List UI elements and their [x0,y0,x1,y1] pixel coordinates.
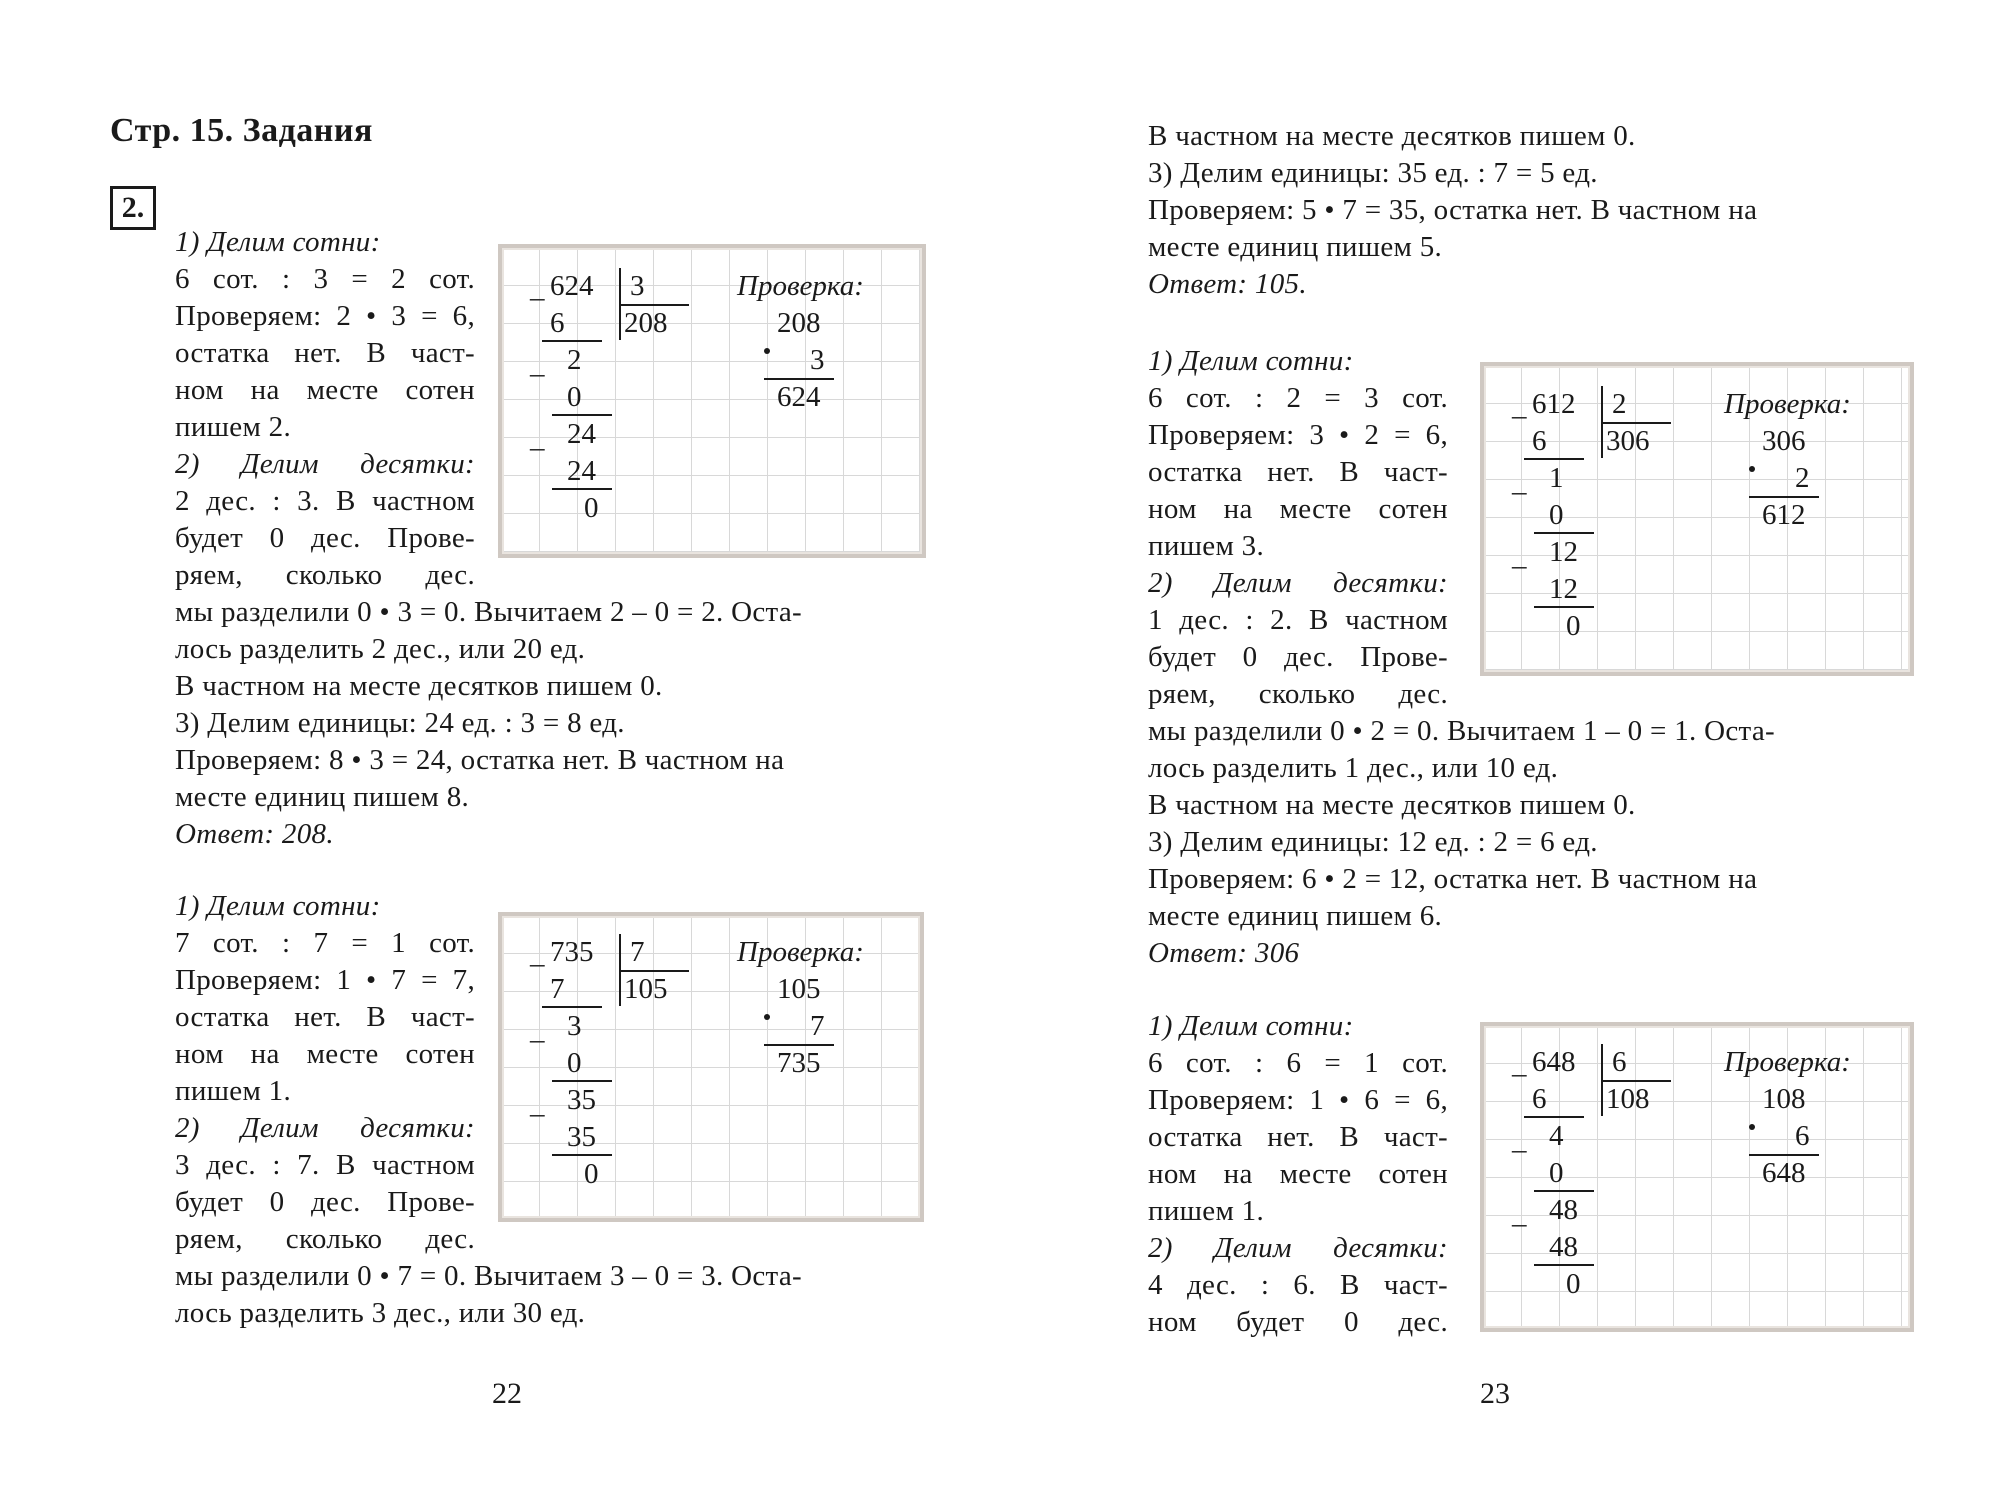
check-result: 735 [777,1047,821,1079]
text-line: 2) Делим десятки: [175,448,475,480]
step: 0 [1566,610,1581,642]
text-line: Проверяем: 1 • 6 = 6, [1148,1084,1448,1116]
quotient: 208 [624,307,668,339]
text-line: пишем 2. [175,411,291,443]
step: 0 [1549,499,1564,531]
text-line: лось разделить 3 дес., или 30 ед. [175,1297,586,1329]
text-line: остатка нет. В част- [175,337,475,369]
text-line: остатка нет. В част- [175,1001,475,1033]
text-line: 6 сот. : 6 = 1 сот. [1148,1047,1448,1079]
check-label: Проверка: [1724,388,1851,420]
step: 0 [567,381,582,413]
step: 3 [567,1010,582,1042]
check-top: 105 [777,973,821,1005]
text-line: Проверяем: 1 • 7 = 7, [175,964,475,996]
long-division-grid: 735 7 105 _ 7 _ 3 0 _ 35 35 0 Проверка: 105 7 735 [498,912,924,1222]
text-line: 7 сот. : 7 = 1 сот. [175,927,475,959]
step: 6 [1532,1083,1547,1115]
text-line: 2) Делим десятки: [1148,1232,1448,1264]
text-line: ном на месте сотен [175,374,475,406]
text-line: Проверяем: 8 • 3 = 24, остатка нет. В частном на [175,744,785,776]
check-multiplier: 6 [1795,1120,1810,1152]
step: 24 [567,455,596,487]
step: 48 [1549,1231,1578,1263]
check-label: Проверка: [1724,1046,1851,1078]
step: 48 [1549,1194,1578,1226]
dividend: 612 [1532,388,1576,420]
text-line: 4 дес. : 6. В част- [1148,1269,1448,1301]
step: 35 [567,1084,596,1116]
text-line: 1) Делим сотни: [1148,1010,1354,1042]
text-line: 1) Делим сотни: [175,226,381,258]
page-number: 22 [492,1377,522,1410]
divisor: 2 [1612,388,1627,420]
text-line: Ответ: 306 [1148,937,1300,969]
text-line: 3) Делим единицы: 12 ед. : 2 = 6 ед. [1148,826,1598,858]
text-line: 2) Делим десятки: [175,1112,475,1144]
dividend: 735 [550,936,594,968]
check-multiplier: 7 [810,1010,825,1042]
text-line: будет 0 дес. Прове- [1148,641,1448,673]
check-label: Проверка: [737,270,864,302]
text-line: 1 дес. : 2. В частном [1148,604,1448,636]
text-line: мы разделили 0 • 2 = 0. Вычитаем 1 – 0 = 1. Оста- [1148,715,1775,747]
text-line: Ответ: 208. [175,818,334,850]
text-line: В частном на месте десятков пишем 0. [1148,789,1636,821]
dividend: 624 [550,270,594,302]
text-line: остатка нет. В част- [1148,456,1448,488]
text-line: 3 дес. : 7. В частном [175,1149,475,1181]
check-top: 306 [1762,425,1806,457]
long-division-grid: 612 2 306 _ 6 _ 1 0 _ 12 12 0 Проверка: 306 2 612 [1480,362,1914,676]
text-line: В частном на месте десятков пишем 0. [175,670,663,702]
divisor: 3 [630,270,645,302]
dividend: 648 [1532,1046,1576,1078]
text-line: 2 дес. : 3. В частном [175,485,475,517]
text-line: будет 0 дес. Прове- [175,1186,475,1218]
page-number: 23 [1480,1377,1510,1410]
step: 0 [584,492,599,524]
step: 2 [567,344,582,376]
divisor: 6 [1612,1046,1627,1078]
text-line: месте единиц пишем 8. [175,781,470,813]
text-line: ном на месте сотен [1148,1158,1448,1190]
step: 35 [567,1121,596,1153]
quotient: 108 [1606,1083,1650,1115]
check-top: 108 [1762,1083,1806,1115]
text-line: ряем, сколько дес. [175,559,475,591]
text-line: 2) Делим десятки: [1148,567,1448,599]
text-line: пишем 3. [1148,530,1264,562]
step: 6 [1532,425,1547,457]
step: 1 [1549,462,1564,494]
long-division-grid: 624 3 208 _ 6 _ 2 0 _ 24 24 0 Проверка: 208 3 624 [498,244,926,558]
text-line: 3) Делим единицы: 35 ед. : 7 = 5 ед. [1148,157,1598,189]
text-line: мы разделили 0 • 3 = 0. Вычитаем 2 – 0 = 2. Оста- [175,596,802,628]
text-line: Проверяем: 3 • 2 = 6, [1148,419,1448,451]
check-result: 648 [1762,1157,1806,1189]
text-line: ном на месте сотен [1148,493,1448,525]
text-line: остатка нет. В част- [1148,1121,1448,1153]
check-multiplier: 3 [810,344,825,376]
task-number: 2. [110,186,156,230]
step: 12 [1549,536,1578,568]
text-line: ряем, сколько дес. [175,1223,475,1255]
text-line: 3) Делим единицы: 24 ед. : 3 = 8 ед. [175,707,625,739]
text-line: пишем 1. [175,1075,291,1107]
text-line: пишем 1. [1148,1195,1264,1227]
check-multiplier: 2 [1795,462,1810,494]
quotient: 105 [624,973,668,1005]
text-line: Проверяем: 2 • 3 = 6, [175,300,475,332]
step: 4 [1549,1120,1564,1152]
text-line: Проверяем: 5 • 7 = 35, остатка нет. В частном на [1148,194,1758,226]
step: 0 [584,1158,599,1190]
step: 0 [567,1047,582,1079]
text-line: месте единиц пишем 5. [1148,231,1443,263]
text-line: ном будет 0 дес. [1148,1306,1448,1338]
long-division-grid: 648 6 108 _ 6 _ 4 0 _ 48 48 0 Проверка: 108 6 648 [1480,1022,1914,1332]
text-line: 1) Делим сотни: [1148,345,1354,377]
text-line: 1) Делим сотни: [175,890,381,922]
text-line: Ответ: 105. [1148,268,1307,300]
step: 0 [1566,1268,1581,1300]
text-line: лось разделить 1 дес., или 10 ед. [1148,752,1559,784]
check-result: 612 [1762,499,1806,531]
text-line: ном на месте сотен [175,1038,475,1070]
page-heading: Стр. 15. Задания [110,112,373,149]
check-label: Проверка: [737,936,864,968]
text-line: В частном на месте десятков пишем 0. [1148,120,1636,152]
text-line: мы разделили 0 • 7 = 0. Вычитаем 3 – 0 = 3. Оста- [175,1260,802,1292]
divisor: 7 [630,936,645,968]
text-line: месте единиц пишем 6. [1148,900,1443,932]
check-top: 208 [777,307,821,339]
step: 12 [1549,573,1578,605]
quotient: 306 [1606,425,1650,457]
text-line: ряем, сколько дес. [1148,678,1448,710]
step: 6 [550,307,565,339]
text-line: 6 сот. : 3 = 2 сот. [175,263,475,295]
text-line: лось разделить 2 дес., или 20 ед. [175,633,586,665]
step: 24 [567,418,596,450]
text-line: будет 0 дес. Прове- [175,522,475,554]
step: 0 [1549,1157,1564,1189]
check-result: 624 [777,381,821,413]
text-line: Проверяем: 6 • 2 = 12, остатка нет. В частном на [1148,863,1758,895]
step: 7 [550,973,565,1005]
text-line: 6 сот. : 2 = 3 сот. [1148,382,1448,414]
